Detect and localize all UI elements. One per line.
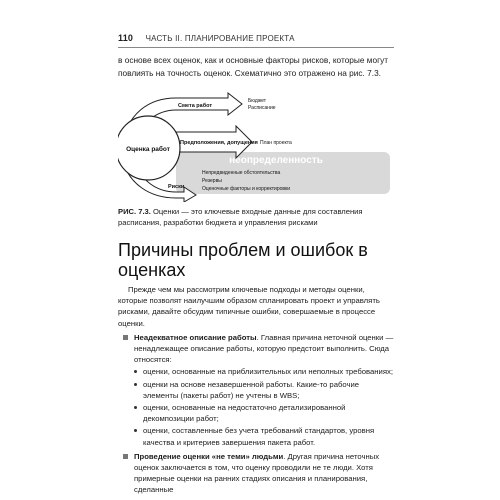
list-item: оценки, основанные на приблизительных или неполных требованиях;	[134, 366, 394, 377]
output-reserves: Резервы	[202, 178, 222, 184]
estimation-diagram	[118, 92, 394, 202]
dot-bullet-icon	[134, 429, 137, 432]
dot-bullet-icon	[134, 406, 137, 409]
center-label: Оценка работ	[126, 146, 170, 153]
bullet-lead: Проведение оценки «не теми» людьми	[134, 451, 284, 461]
list-item: оценки, основанные на недостаточно детализированной декомпозиции работ;	[134, 402, 394, 424]
sub-list	[118, 366, 394, 447]
running-header	[118, 33, 428, 43]
bullet-text: . Другая причина неточных оценок заключается в том, что оценку проводили не те люди. Хотя примерные оценки на ранних стадиях описания и планирования, сделанные	[134, 451, 380, 495]
caption-text: Оценки — это ключевые входные данные для составления расписания, разработки бюджета и управления рисками	[118, 207, 363, 227]
output-budget: Бюджет	[248, 98, 267, 104]
header-rule	[118, 47, 394, 48]
bullet-text: . Главная причина неточной оценки — ненадлежащее описание работы, которую предстоит выполнить. Сюда относятся:	[134, 332, 394, 365]
intro-paragraph: в основе всех оценок, как и основные факторы рисков, которые могут повлиять на точность оценок. Схематично это отражено на рис. 7.3.	[118, 55, 389, 78]
input-estimate-label: Смета работ	[178, 103, 213, 109]
body-text	[118, 284, 394, 496]
list-item: оценки, составленные без учета требований стандартов, уровня качества и критериев завершения пакета работ.	[134, 425, 394, 447]
page-number: 110	[118, 33, 134, 43]
bullet-wrong-people	[118, 451, 394, 496]
bullet-inadequate-description	[118, 332, 394, 366]
body-paragraph: Прежде чем мы рассмотрим ключевые подходы и методы оценки, которые позволят наилучшим образом спланировать проект и управлять рисками, давайте обсудим типичные ошибки, совершаемые в процессе оценки.	[118, 285, 380, 328]
caption-label: РИС. 7.3.	[118, 207, 151, 216]
output-factors: Оценочные факторы и корректировки	[202, 186, 291, 192]
dot-bullet-icon	[134, 370, 137, 373]
list-item: оценки на основе незавершенной работы. Какие-то рабочие элементы (пакеты работ) не учтены в WBS;	[134, 379, 394, 401]
square-bullet-icon	[123, 454, 128, 459]
square-bullet-icon	[123, 335, 128, 340]
section-heading: Причины проблем и ошибок в оценках	[118, 240, 368, 280]
dot-bullet-icon	[134, 383, 137, 386]
input-assumptions-label: Предположения, допущения	[180, 140, 258, 146]
output-schedule: Расписание	[248, 105, 276, 111]
input-risks-label: Риски	[168, 184, 185, 190]
output-contingencies: Непредвиденные обстоятельства	[202, 170, 281, 176]
figure-caption	[118, 207, 394, 228]
uncertainty-label: неопределенность	[229, 155, 323, 166]
section-title: ЧАСТЬ II. ПЛАНИРОВАНИЕ ПРОЕКТА	[145, 34, 295, 43]
output-project-plan: План проекта	[260, 140, 292, 146]
bullet-lead: Неадекватное описание работы	[134, 332, 257, 342]
